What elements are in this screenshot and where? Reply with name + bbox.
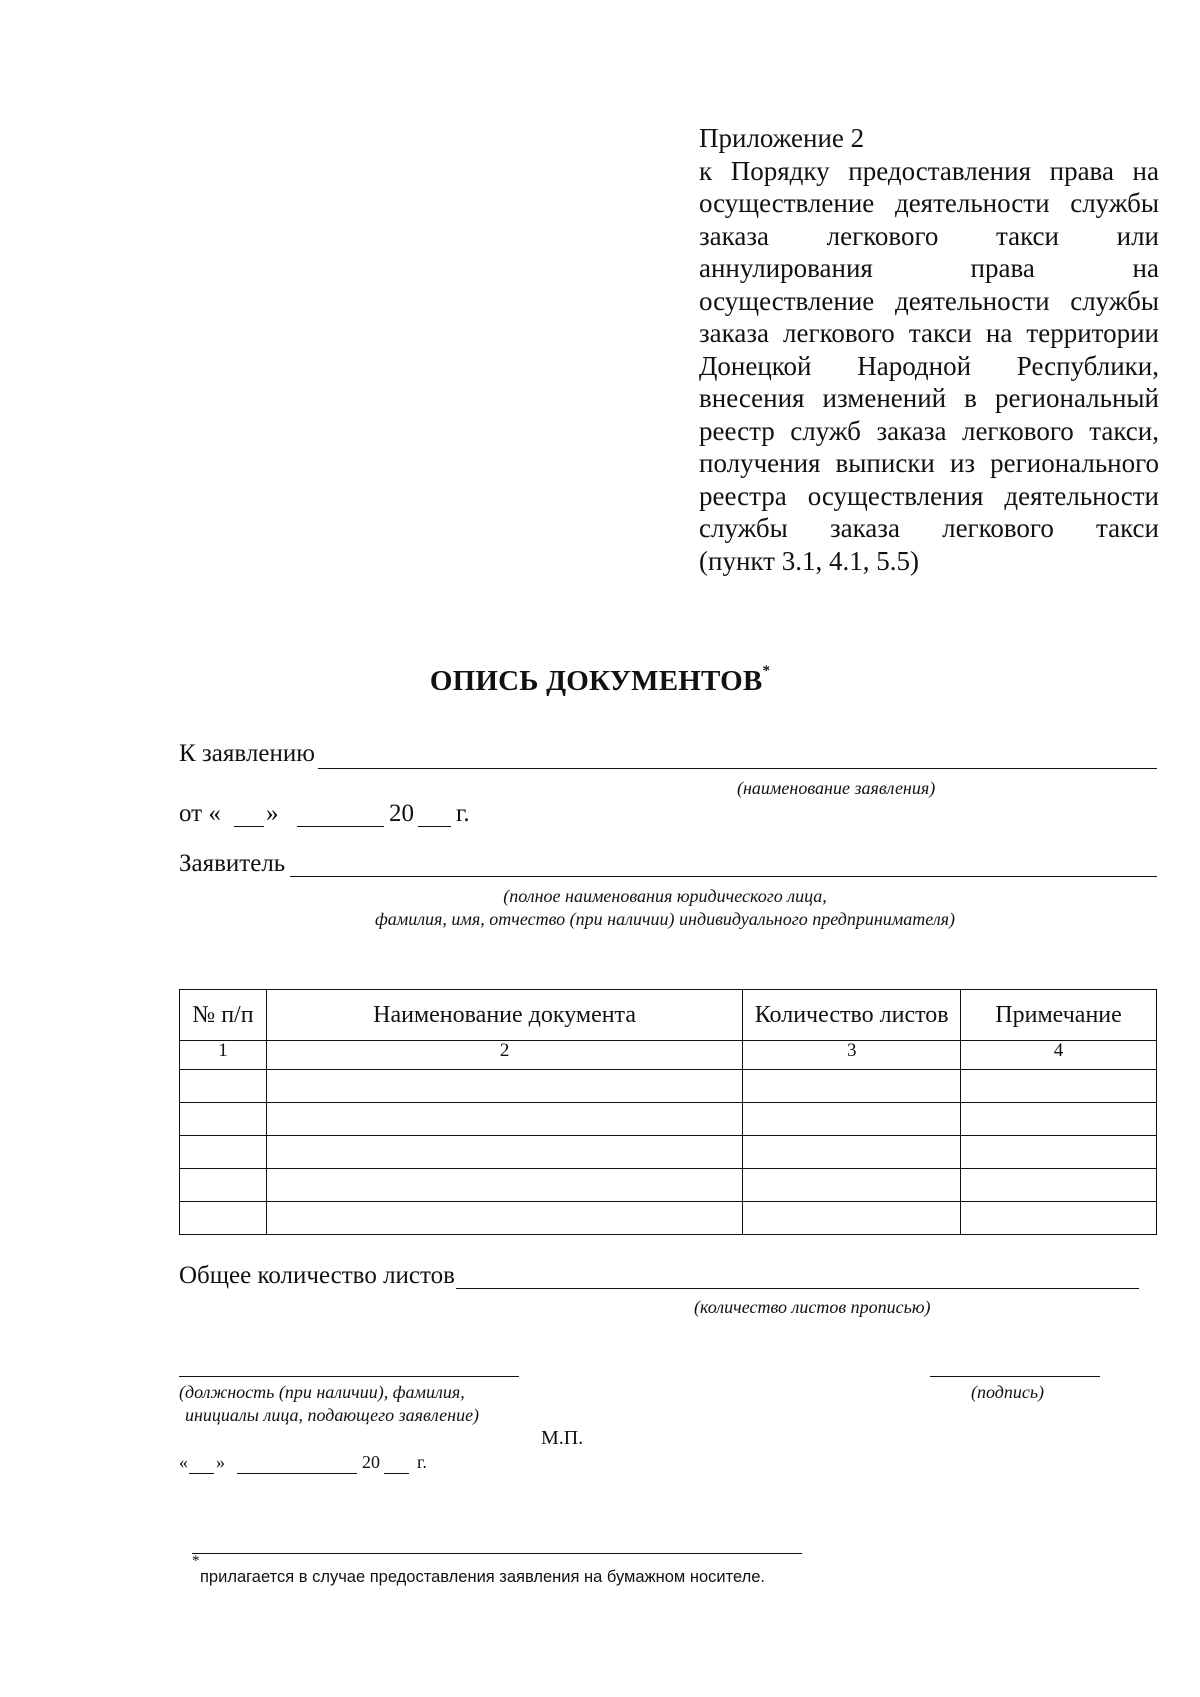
table-cell[interactable] <box>961 1136 1157 1169</box>
signature-field[interactable] <box>930 1376 1100 1377</box>
date-from-mid: » <box>266 800 279 827</box>
table-row <box>180 1136 1157 1169</box>
bottom-date-mid: » <box>216 1452 225 1472</box>
signer-field[interactable] <box>179 1376 519 1377</box>
seal-mark: М.П. <box>541 1427 584 1449</box>
appendix-line: осуществление деятельности службы <box>699 285 1159 316</box>
appendix-line: заказа легкового такси или <box>699 220 1159 251</box>
column-header: Наименование документа <box>266 990 742 1041</box>
footnote-separator <box>192 1553 802 1554</box>
appendix-line: Донецкой Народной Республики, <box>699 350 1159 381</box>
appendix-line: реестра осуществления деятельности <box>699 480 1159 511</box>
bottom-date-day-field[interactable] <box>189 1473 214 1474</box>
application-hint: (наименование заявления) <box>737 778 936 798</box>
footnote-text: прилагается в случае предоставления заявления на бумажном носителе. <box>200 1568 765 1586</box>
table-cell[interactable] <box>266 1070 742 1103</box>
appendix-line: получения выписки из регионального <box>699 448 1159 478</box>
table-cell[interactable] <box>180 1169 267 1202</box>
column-number: 3 <box>743 1041 961 1070</box>
date-from-suffix: г. <box>456 800 470 827</box>
table-cell[interactable] <box>266 1169 742 1202</box>
appendix-line: реестр служб заказа легкового такси, <box>699 415 1159 446</box>
appendix-title: Приложение 2 <box>699 123 865 153</box>
table-cell[interactable] <box>961 1070 1157 1103</box>
table-cell[interactable] <box>266 1136 742 1169</box>
date-month-field[interactable] <box>297 826 384 827</box>
table-cell[interactable] <box>180 1103 267 1136</box>
table-cell[interactable] <box>180 1070 267 1103</box>
footnote-mark: * <box>192 1553 200 1569</box>
date-year-field[interactable] <box>418 826 451 827</box>
date-day-field[interactable] <box>234 826 264 827</box>
appendix-line: заказа легкового такси на территории <box>699 318 1159 348</box>
total-sheets-field[interactable] <box>456 1288 1139 1289</box>
table-row <box>180 1103 1157 1136</box>
date-from-prefix: от « <box>179 800 221 827</box>
table-cell[interactable] <box>180 1202 267 1235</box>
signer-hint-2: инициалы лица, подающего заявление) <box>185 1405 480 1425</box>
total-sheets-label: Общее количество листов <box>179 1262 455 1289</box>
application-label: К заявлению <box>179 740 315 767</box>
application-field[interactable] <box>318 768 1157 769</box>
column-header: Примечание <box>961 990 1157 1041</box>
table-number-row <box>180 1041 1157 1070</box>
documents-table <box>179 989 1157 1235</box>
appendix-line: осуществление деятельности службы <box>699 188 1159 218</box>
table-cell[interactable] <box>743 1136 961 1169</box>
appendix-line: к Порядку предоставления права на <box>699 155 1159 186</box>
table-cell[interactable] <box>743 1202 961 1235</box>
appendix-line: службы заказа легкового такси <box>699 513 1159 543</box>
table-header-row <box>180 990 1157 1041</box>
appendix-line: (пункт 3.1, 4.1, 5.5) <box>699 545 919 576</box>
appendix-header <box>699 122 1159 577</box>
table-row <box>180 1169 1157 1202</box>
title-footnote-mark: * <box>762 663 771 680</box>
table-cell[interactable] <box>266 1202 742 1235</box>
bottom-date-prefix: « <box>179 1452 188 1472</box>
date-year-prefix: 20 <box>389 800 414 827</box>
appendix-line: аннулирования права на <box>699 253 1159 283</box>
column-header: Количество листов <box>743 990 961 1041</box>
applicant-field[interactable] <box>290 876 1157 877</box>
table-row <box>180 1202 1157 1235</box>
table-cell[interactable] <box>180 1136 267 1169</box>
bottom-date-month-field[interactable] <box>237 1473 357 1474</box>
table-cell[interactable] <box>961 1202 1157 1235</box>
total-sheets-hint: (количество листов прописью) <box>694 1297 931 1317</box>
column-number: 2 <box>266 1041 742 1070</box>
bottom-date-year-prefix: 20 <box>362 1452 380 1472</box>
document-title-text: ОПИСЬ ДОКУМЕНТОВ <box>429 665 763 697</box>
table-cell[interactable] <box>743 1169 961 1202</box>
document-title <box>0 665 1200 698</box>
table-row <box>180 1070 1157 1103</box>
column-header: № п/п <box>180 990 267 1041</box>
table-cell[interactable] <box>743 1070 961 1103</box>
signer-hint-1: (должность (при наличии), фамилия, <box>179 1382 465 1402</box>
applicant-label: Заявитель <box>179 850 286 877</box>
signature-hint: (подпись) <box>971 1382 1045 1402</box>
table-cell[interactable] <box>961 1169 1157 1202</box>
appendix-line: внесения изменений в региональный <box>699 383 1159 413</box>
table-cell[interactable] <box>743 1103 961 1136</box>
applicant-hint-2: фамилия, имя, отчество (при наличии) индивидуального предпринимателя) <box>374 909 956 929</box>
column-number: 4 <box>961 1041 1157 1070</box>
bottom-date-year-field[interactable] <box>384 1473 409 1474</box>
column-number: 1 <box>180 1041 267 1070</box>
bottom-date-suffix: г. <box>417 1452 427 1472</box>
table-cell[interactable] <box>266 1103 742 1136</box>
applicant-hint-1: (полное наименования юридического лица, <box>503 886 827 906</box>
table-cell[interactable] <box>961 1103 1157 1136</box>
